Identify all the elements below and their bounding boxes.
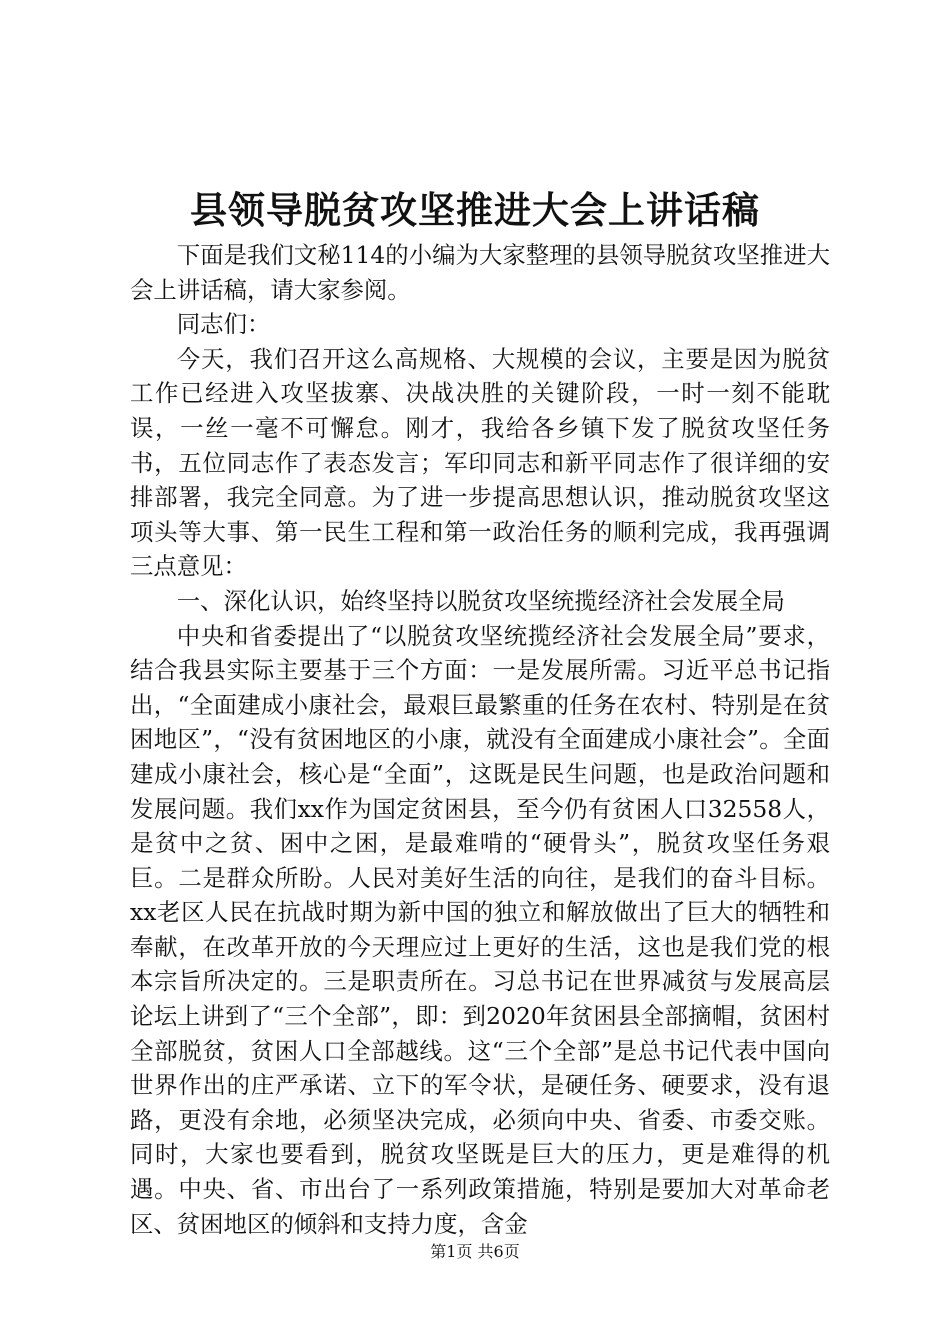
page-footer: 第1页 共6页 (430, 1242, 520, 1261)
opening-paragraph: 今天，我们召开这么高规格、大规模的会议，主要是因为脱贫工作已经进入攻坚拔寨、决战决胜的关键阶段，一时一刻不能耽误，一丝一毫不可懈怠。刚才，我给各乡镇下发了脱贫攻坚任务书，五位同志作了表态发言；军印同志和新平同志作了很详细的安排部署，我完全同意。为了进一步提高思想认识，推动脱贫攻坚这项头等大事、第一民生工程和第一政治任务的顺利完成，我再强调三点意见： (130, 344, 830, 581)
document-title: 县领导脱贫攻坚推进大会上讲话稿 (190, 188, 760, 232)
intro-paragraph: 下面是我们文秘114的小编为大家整理的县领导脱贫攻坚推进大会上讲话稿，请大家参阅。 (130, 241, 830, 304)
section-heading-1: 一、深化认识，始终坚持以脱贫攻坚统揽经济社会发展全局 (176, 586, 785, 615)
document-body (130, 238, 830, 1241)
section-1-paragraph: 中央和省委提出了“以脱贫攻坚统揽经济社会发展全局”要求，结合我县实际主要基于三个方面：一是发展所需。习近平总书记指出，“全面建成小康社会，最艰巨最繁重的任务在农村、特别是在贫困地区”，“没有贫困地区的小康，就没有全面建成小康社会”。全面建成小康社会，核心是“全面”，这既是民生问题，也是政治问题和发展问题。我们xx作为国定贫困县，至今仍有贫困人口32558人，是贫中之贫、困中之困，是最难啃的“硬骨头”，脱贫攻坚任务艰巨。二是群众所盼。人民对美好生活的向往，是我们的奋斗目标。xx老区人民在抗战时期为新中国的独立和解放做出了巨大的牺牲和奉献，在改革开放的今天理应过上更好的生活，这也是我们党的根本宗旨所决定的。三是职责所在。习总书记在世界减贫与发展高层论坛上讲到了“三个全部”，即：到2020年贫困县全部摘帽，贫困村全部脱贫，贫困人口全部越线。这“三个全部”是总书记代表中国向世界作出的庄严承诺、立下的军令状，是硬任务、硬要求，没有退路，更没有余地，必须坚决完成，必须向中央、省委、市委交账。同时，大家也要看到，脱贫攻坚既是巨大的压力，更是难得的机遇。中央、省、市出台了一系列政策措施，特别是要加大对革命老区、贫困地区的倾斜和支持力度，含金 (130, 621, 830, 1238)
salutation-paragraph: 同志们： (176, 310, 271, 339)
